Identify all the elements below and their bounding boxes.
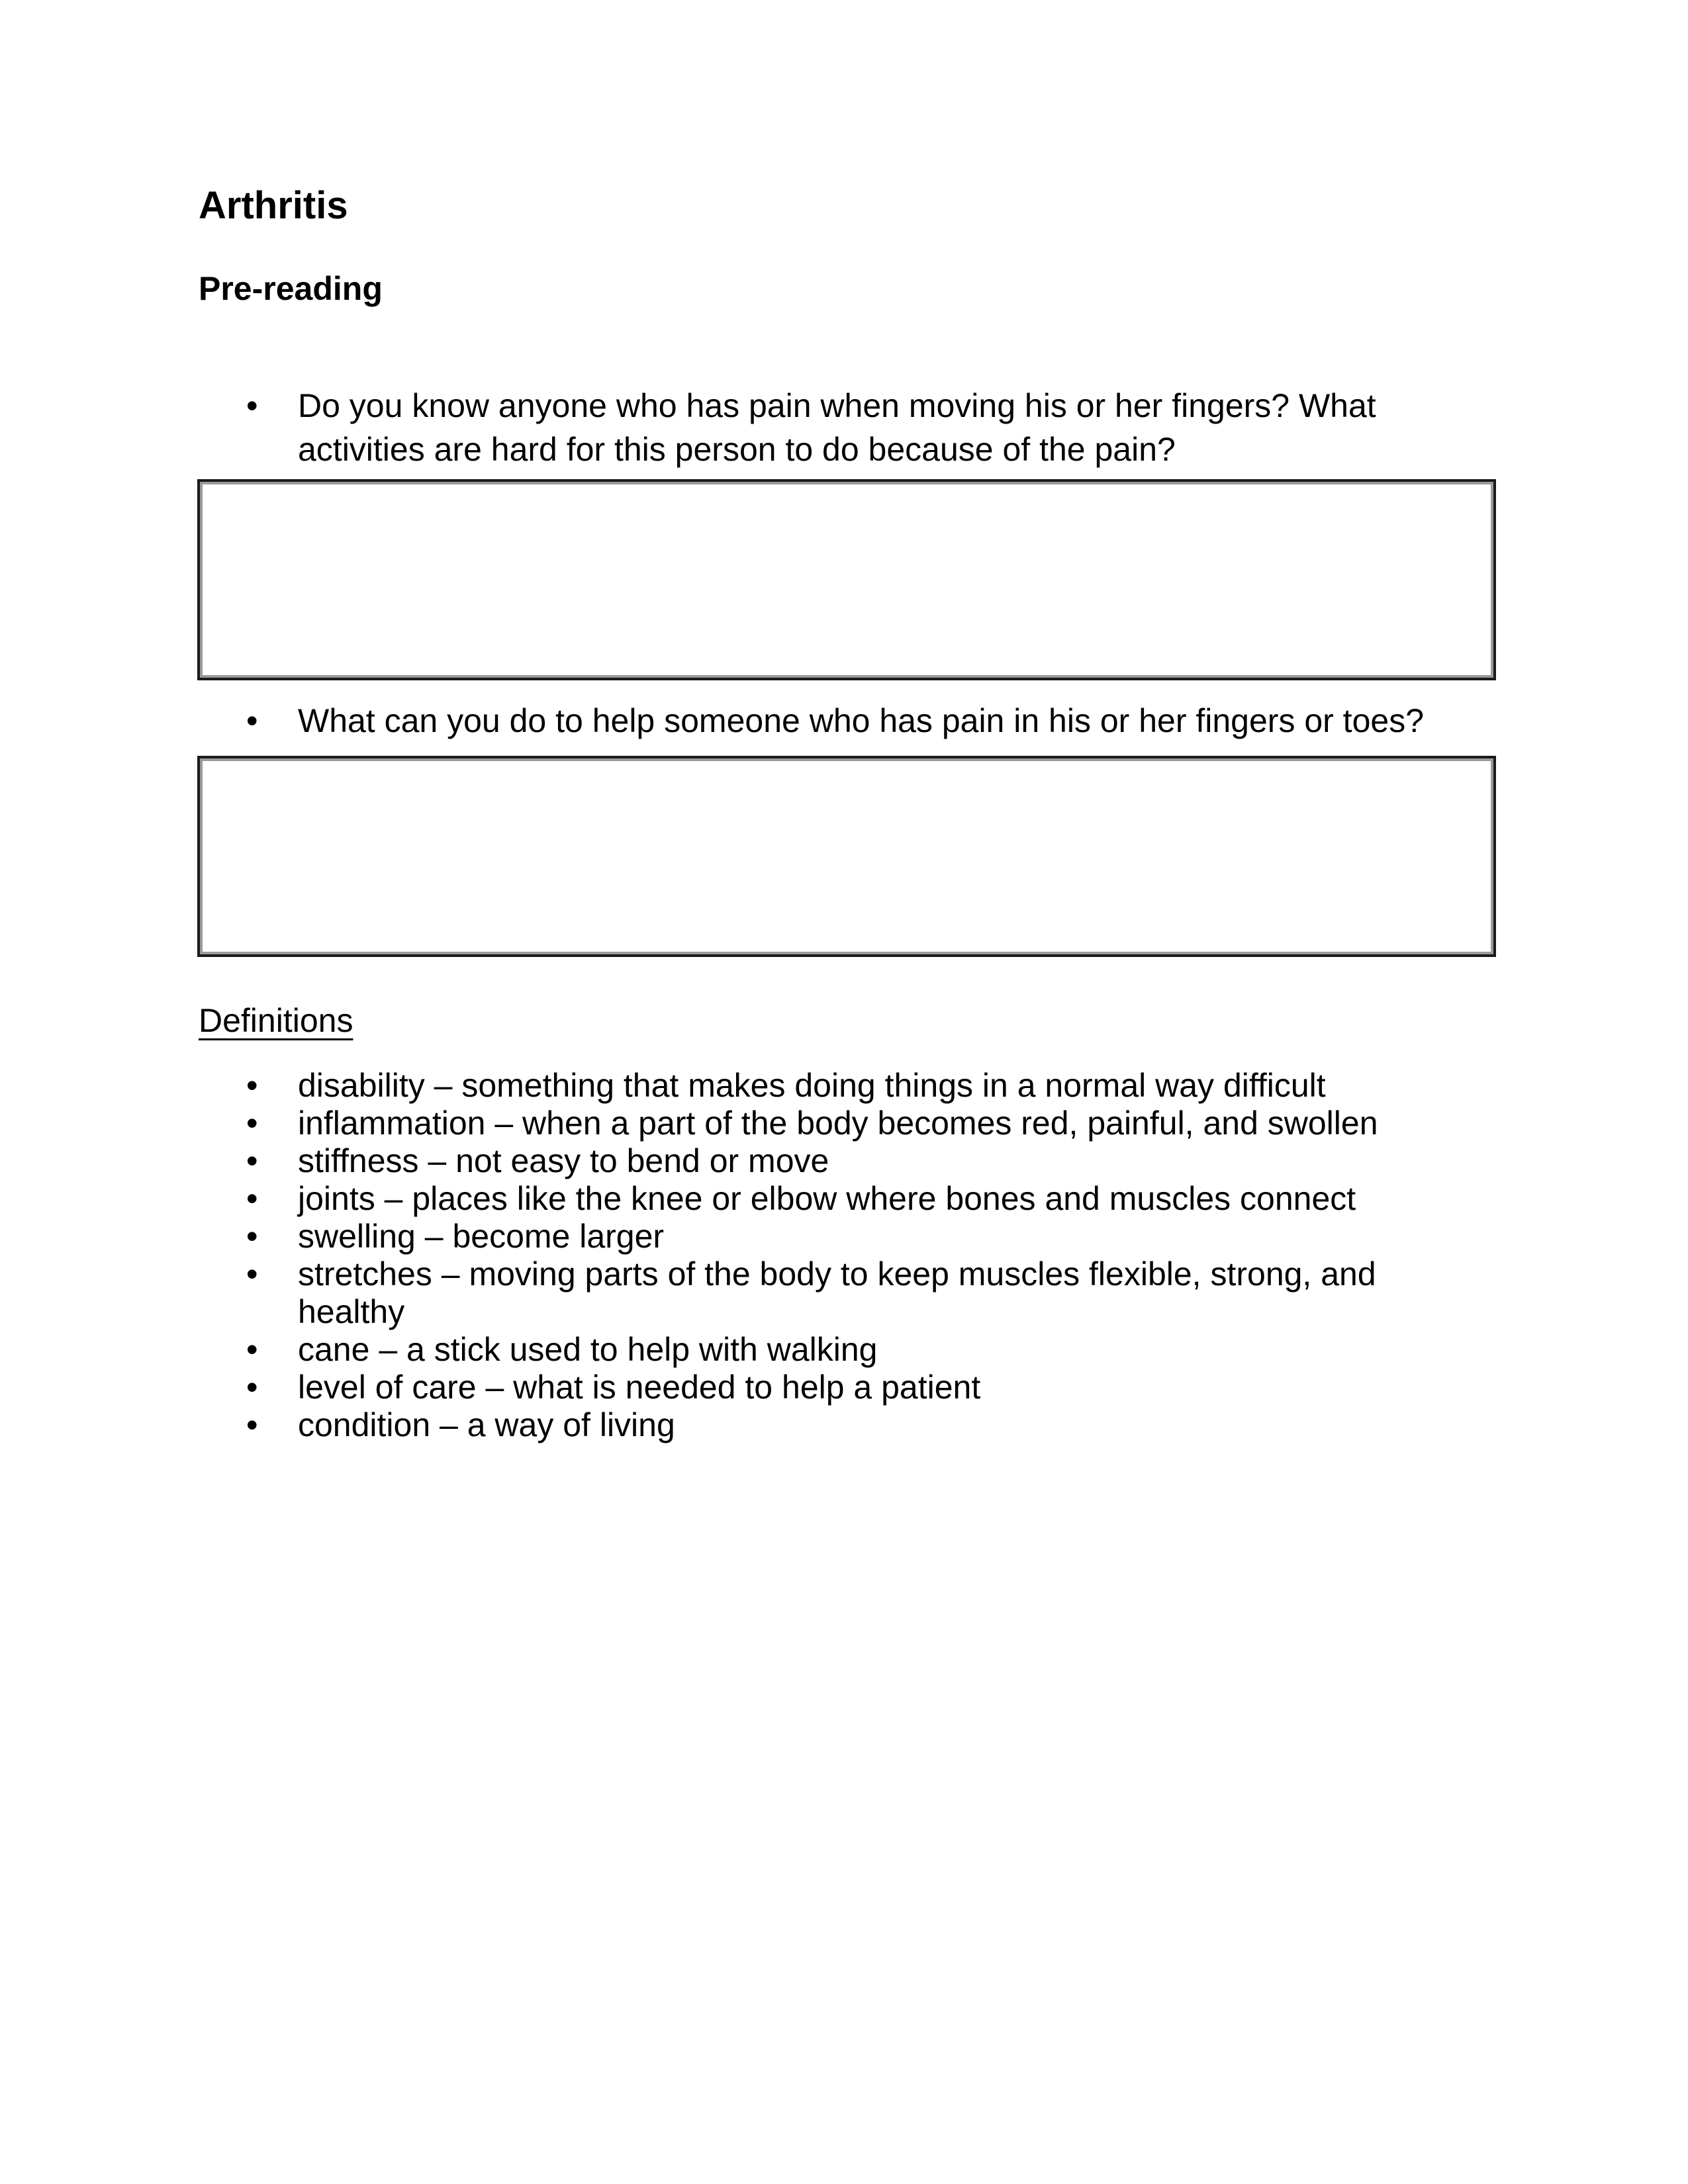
bullet-icon: •	[246, 702, 258, 739]
definition-item	[199, 1218, 1489, 1255]
definitions-heading: Definitions	[199, 1002, 353, 1039]
bullet-icon: •	[246, 1218, 258, 1255]
definition-item	[199, 1406, 1489, 1444]
answer-box-1[interactable]	[197, 479, 1496, 680]
question-2-row	[199, 699, 1489, 743]
definitions-list	[199, 1067, 1489, 1444]
bullet-icon: •	[246, 1067, 258, 1104]
bullet-icon: •	[246, 1105, 258, 1142]
definition-text: inflammation – when a part of the body becomes red, painful, and swollen	[298, 1105, 1378, 1142]
bullet-icon: •	[246, 1406, 258, 1443]
question-1	[199, 384, 1489, 471]
definition-text: swelling – become larger	[298, 1218, 665, 1255]
definition-text: joints – places like the knee or elbow where bones and muscles connect	[298, 1180, 1356, 1217]
definition-item	[199, 1105, 1489, 1142]
definition-item	[199, 1180, 1489, 1218]
definition-item	[199, 1142, 1489, 1180]
bullet-icon: •	[246, 1142, 258, 1179]
definition-item	[199, 1255, 1489, 1331]
definition-text: condition – a way of living	[298, 1406, 675, 1443]
definition-text: disability – something that makes doing things in a normal way difficult	[298, 1067, 1326, 1104]
bullet-icon: •	[246, 387, 258, 424]
definition-item	[199, 1369, 1489, 1406]
question-1-text: Do you know anyone who has pain when moving his or her fingers? What activities are hard for this person to do because of the pain?	[298, 387, 1376, 468]
definition-text: stretches – moving parts of the body to keep muscles flexible, strong, and healthy	[298, 1255, 1376, 1330]
bullet-icon: •	[246, 1255, 258, 1293]
page-title: Arthritis	[199, 184, 348, 227]
section-heading-pre-reading: Pre-reading	[199, 270, 383, 307]
definition-text: level of care – what is needed to help a patient	[298, 1369, 981, 1406]
definition-text: cane – a stick used to help with walking	[298, 1331, 878, 1368]
definition-text: stiffness – not easy to bend or move	[298, 1142, 829, 1179]
question-2-text: What can you do to help someone who has pain in his or her fingers or toes?	[298, 702, 1425, 739]
question-2	[199, 699, 1489, 743]
bullet-icon: •	[246, 1331, 258, 1368]
bullet-icon: •	[246, 1180, 258, 1217]
answer-box-2[interactable]	[197, 756, 1496, 957]
bullet-icon: •	[246, 1369, 258, 1406]
definition-item	[199, 1067, 1489, 1105]
definition-item	[199, 1331, 1489, 1369]
question-1-row	[199, 384, 1489, 471]
